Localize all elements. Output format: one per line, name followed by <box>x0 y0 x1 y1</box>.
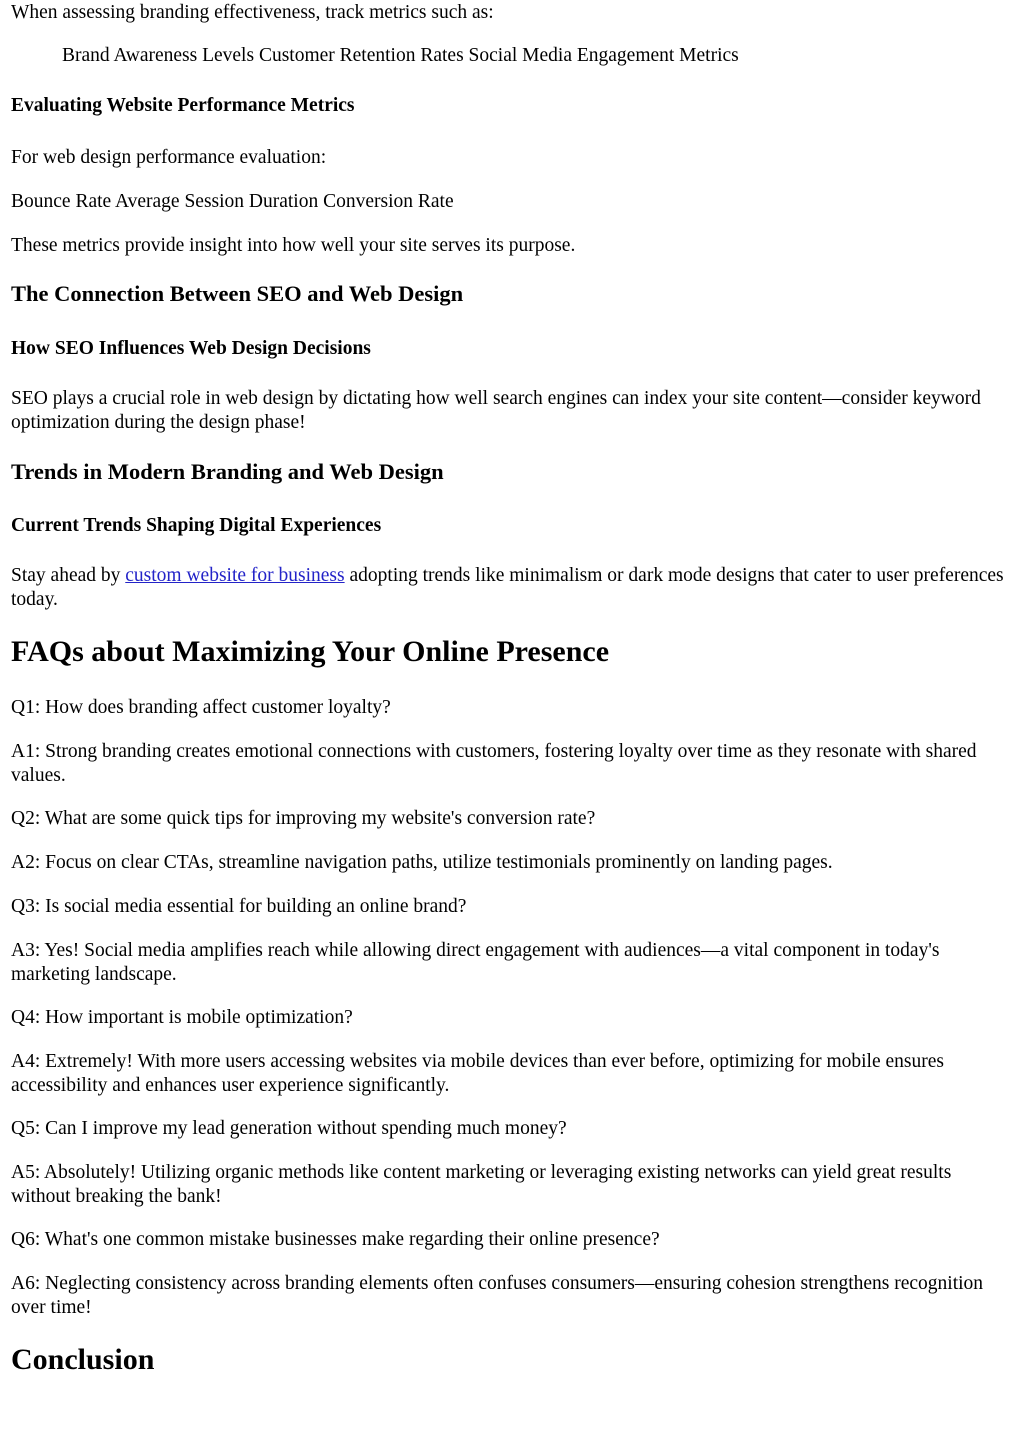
branding-metrics-list: Brand Awareness Levels Customer Retention Rates Social Media Engagement Metrics <box>62 45 739 66</box>
seo-body: SEO plays a crucial role in web design by dictating how well search engines can index your site content—consider keyword optimization during the design phase! <box>11 388 981 433</box>
faq-answer: A3: Yes! Social media amplifies reach while allowing direct engagement with audiences—a vital component in today's marketing landscape. <box>11 940 940 985</box>
faq-answer: A2: Focus on clear CTAs, streamline navigation paths, utilize testimonials prominently on landing pages. <box>11 852 833 873</box>
trends-body <box>11 564 1013 611</box>
trends-subheading: Current Trends Shaping Digital Experiences <box>11 515 382 536</box>
conclusion-heading: Conclusion <box>11 1343 155 1376</box>
faq-answer: A4: Extremely! With more users accessing websites via mobile devices than ever before, optimizing for mobile ensures accessibility and enhances user experience significantly. <box>11 1051 944 1096</box>
custom-website-link[interactable]: custom website for business <box>125 565 345 586</box>
website-metrics-summary: These metrics provide insight into how well your site serves its purpose. <box>11 235 576 256</box>
seo-heading: The Connection Between SEO and Web Design <box>11 281 464 306</box>
website-metrics-list: Bounce Rate Average Session Duration Conversion Rate <box>11 191 454 212</box>
branding-intro: When assessing branding effectiveness, track metrics such as: <box>11 2 494 23</box>
faq-answer: A1: Strong branding creates emotional connections with customers, fostering loyalty over time as they resonate with shared values. <box>11 741 977 786</box>
faq-question: Q5: Can I improve my lead generation without spending much money? <box>11 1118 567 1139</box>
faq-answer: A5: Absolutely! Utilizing organic methods like content marketing or leveraging existing networks can yield great results without breaking the bank! <box>11 1162 952 1207</box>
website-metrics-intro: For web design performance evaluation: <box>11 147 327 168</box>
trends-body-end: adopting trends like minimalism or dark mode designs that cater to user preferences today. <box>11 565 1004 610</box>
trends-body-start: Stay ahead by <box>11 565 126 586</box>
faq-question: Q2: What are some quick tips for improving my website's conversion rate? <box>11 808 596 829</box>
faq-answer: A6: Neglecting consistency across branding elements often confuses consumers—ensuring cohesion strengthens recognition over time! <box>11 1273 984 1318</box>
website-metrics-heading: Evaluating Website Performance Metrics <box>11 95 355 116</box>
faq-question: Q4: How important is mobile optimization? <box>11 1007 353 1028</box>
trends-heading: Trends in Modern Branding and Web Design <box>11 459 444 484</box>
faqs-heading: FAQs about Maximizing Your Online Presence <box>11 635 610 668</box>
faq-question: Q6: What's one common mistake businesses make regarding their online presence? <box>11 1229 660 1250</box>
seo-subheading: How SEO Influences Web Design Decisions <box>11 338 371 359</box>
faq-question: Q1: How does branding affect customer loyalty? <box>11 697 391 718</box>
faq-question: Q3: Is social media essential for building an online brand? <box>11 896 467 917</box>
